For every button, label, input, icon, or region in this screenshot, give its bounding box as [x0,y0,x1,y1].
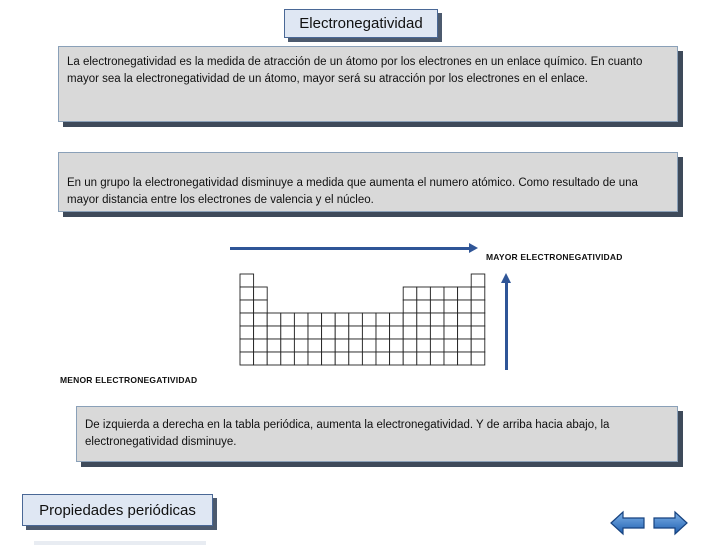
periodic-cell [444,326,458,339]
periodic-cell [458,339,472,352]
periodic-cell [458,287,472,300]
periodic-cell [267,313,281,326]
periodic-cell [403,300,417,313]
periodic-cell [376,313,390,326]
slide-title: Electronegatividad [284,9,438,38]
periodic-cell [349,352,363,365]
min-electronegativity-label: MENOR ELECTRONEGATIVIDAD [60,375,198,385]
periodic-cell [362,339,376,352]
periodic-cell [458,300,472,313]
periodic-cell [390,326,404,339]
periodic-cell [471,274,485,287]
periodic-cell [335,326,349,339]
periodic-cell [240,287,254,300]
periodic-cell [471,287,485,300]
periodic-cell [417,287,431,300]
periodic-cell [390,313,404,326]
periodic-cell [444,313,458,326]
periodic-cell [471,313,485,326]
periodic-cell [444,300,458,313]
periodic-cell [430,287,444,300]
periodic-cell [349,339,363,352]
periodic-cell [294,339,308,352]
periodic-cell [417,352,431,365]
periodic-cell [267,339,281,352]
arrow-left-icon[interactable] [610,510,646,536]
periodic-cell [335,313,349,326]
max-electronegativity-label: MAYOR ELECTRONEGATIVIDAD [486,252,623,262]
periodic-cell [254,326,268,339]
periodic-cell [322,352,336,365]
periodic-cell [444,287,458,300]
periodic-cell [417,326,431,339]
periodic-cell [267,352,281,365]
periodic-cell [390,352,404,365]
periodic-cell [308,352,322,365]
periodic-cell [335,352,349,365]
periodic-cell [471,352,485,365]
periodic-cell [376,352,390,365]
periodic-cell [349,326,363,339]
periodic-cell [403,287,417,300]
periodic-cell [308,339,322,352]
periodic-cell [322,339,336,352]
periodic-cell [294,326,308,339]
periodic-cell [308,313,322,326]
periodic-cell [240,326,254,339]
periodic-cell [376,339,390,352]
periodic-cell [430,326,444,339]
arrow-right-icon[interactable] [652,510,688,536]
periodic-cell [240,300,254,313]
periodic-cell [430,300,444,313]
periodic-cell [267,326,281,339]
periodic-properties-button[interactable]: Propiedades periódicas [22,494,213,526]
periodic-cell [444,339,458,352]
periodic-cell [322,326,336,339]
periodic-cell [458,326,472,339]
periodic-cell [254,300,268,313]
periodic-cell [458,352,472,365]
periodic-cell [281,313,295,326]
periodic-cell [254,339,268,352]
periodic-cell [240,352,254,365]
periodic-cell [240,274,254,287]
periodic-cell [308,326,322,339]
periodic-cell [240,313,254,326]
periodic-cell [471,339,485,352]
periodic-cell [417,339,431,352]
periodic-cell [281,339,295,352]
periodic-cell [471,300,485,313]
periodic-cell [294,352,308,365]
periodic-cell [376,326,390,339]
periodic-cell [458,313,472,326]
periodic-cell [417,313,431,326]
periodic-cell [281,352,295,365]
periodic-cell [444,352,458,365]
summary-box: De izquierda a derecha en la tabla periódica, aumenta la electronegatividad. Y de arriba hacia abajo, la electronegatividad disminuye. [76,406,678,462]
periodic-cell [254,352,268,365]
periodic-cell [403,326,417,339]
periodic-cell [254,287,268,300]
periodic-cell [430,352,444,365]
definition-box: La electronegatividad es la medida de atracción de un átomo por los electrones en un enlace químico. En cuanto mayor sea la electronegatividad de un átomo, mayor será su atracción por los electrones en el enlace. [58,46,678,122]
periodic-cell [240,339,254,352]
periodic-cell [403,352,417,365]
periodic-cell [322,313,336,326]
periodic-cell [294,313,308,326]
periodic-cell [281,326,295,339]
periodic-cell [417,300,431,313]
periodic-cell [403,339,417,352]
periodic-cell [349,313,363,326]
periodic-cell [403,313,417,326]
periodic-cell [335,339,349,352]
footer-shadow-line [34,541,206,545]
periodic-cell [362,326,376,339]
up-arrow-indicator [505,282,508,370]
periodic-cell [430,339,444,352]
periodic-cell [390,339,404,352]
periodic-cell [254,313,268,326]
periodic-cell [471,326,485,339]
periodic-cell [362,352,376,365]
periodic-cell [362,313,376,326]
periodic-cell [430,313,444,326]
group-trend-box: En un grupo la electronegatividad disminuye a medida que aumenta el numero atómico. Como resultado de una mayor distancia entre los electrones de valencia y el núcleo. [58,152,678,212]
